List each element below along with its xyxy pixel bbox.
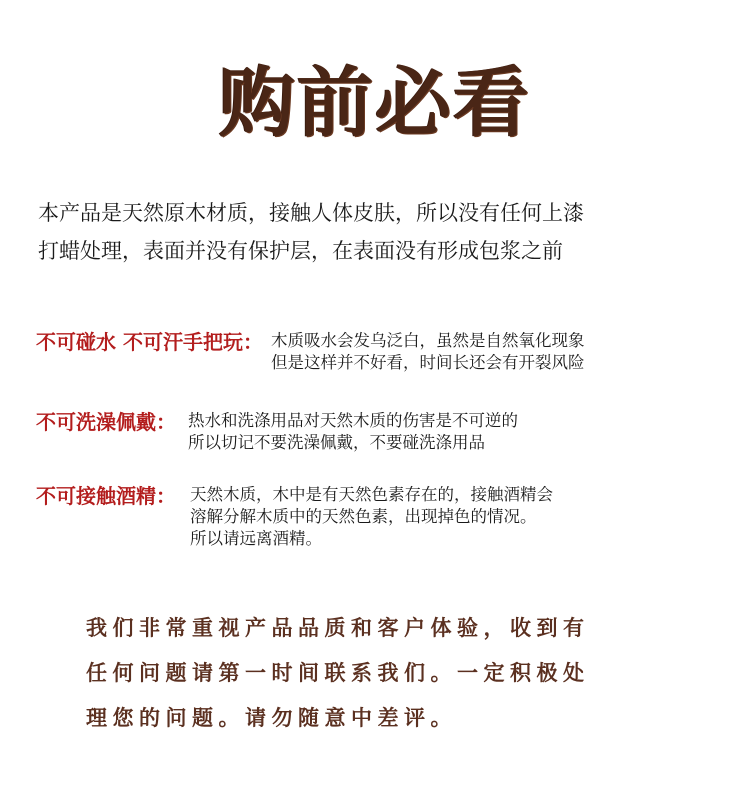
rule-description xyxy=(188,410,518,454)
closing-note xyxy=(86,606,686,741)
page-title: 购前必看 xyxy=(219,58,531,147)
rule-label: 不可碰水 不可汗手把玩： xyxy=(36,330,263,354)
closing-line: 理您的问题。请勿随意中差评。 xyxy=(86,706,457,730)
rule-label: 不可洗澡佩戴： xyxy=(36,410,176,434)
rule-no-alcohol xyxy=(36,484,553,550)
rule-line: 木质吸水会发乌泛白，虽然是自然氧化现象 xyxy=(270,331,585,350)
rule-line: 天然木质，木中是有天然色素存在的，接触酒精会 xyxy=(190,485,553,504)
intro-paragraph xyxy=(38,194,718,270)
rule-description xyxy=(271,330,585,374)
rule-line: 所以切记不要洗澡佩戴，不要碰洗涤用品 xyxy=(188,433,485,452)
rule-line: 所以请远离酒精。 xyxy=(190,529,322,548)
intro-line: 打蜡处理，表面并没有保护层，在表面没有形成包浆之前 xyxy=(38,239,563,263)
rule-no-bathing xyxy=(36,410,518,454)
closing-line: 我们非常重视产品品质和客户体验，收到有 xyxy=(86,616,590,640)
closing-line: 任何问题请第一时间联系我们。一定积极处 xyxy=(86,661,590,685)
rule-line: 但是这样并不好看，时间长还会有开裂风险 xyxy=(270,353,585,372)
rule-label: 不可接触酒精： xyxy=(36,484,176,508)
rule-description xyxy=(190,484,553,550)
rule-no-water xyxy=(36,330,584,374)
rule-line: 溶解分解木质中的天然色素，出现掉色的情况。 xyxy=(190,507,537,526)
intro-line: 本产品是天然原木材质，接触人体皮肤，所以没有任何上漆 xyxy=(38,201,584,225)
rule-line: 热水和洗涤用品对天然木质的伤害是不可逆的 xyxy=(188,411,518,430)
